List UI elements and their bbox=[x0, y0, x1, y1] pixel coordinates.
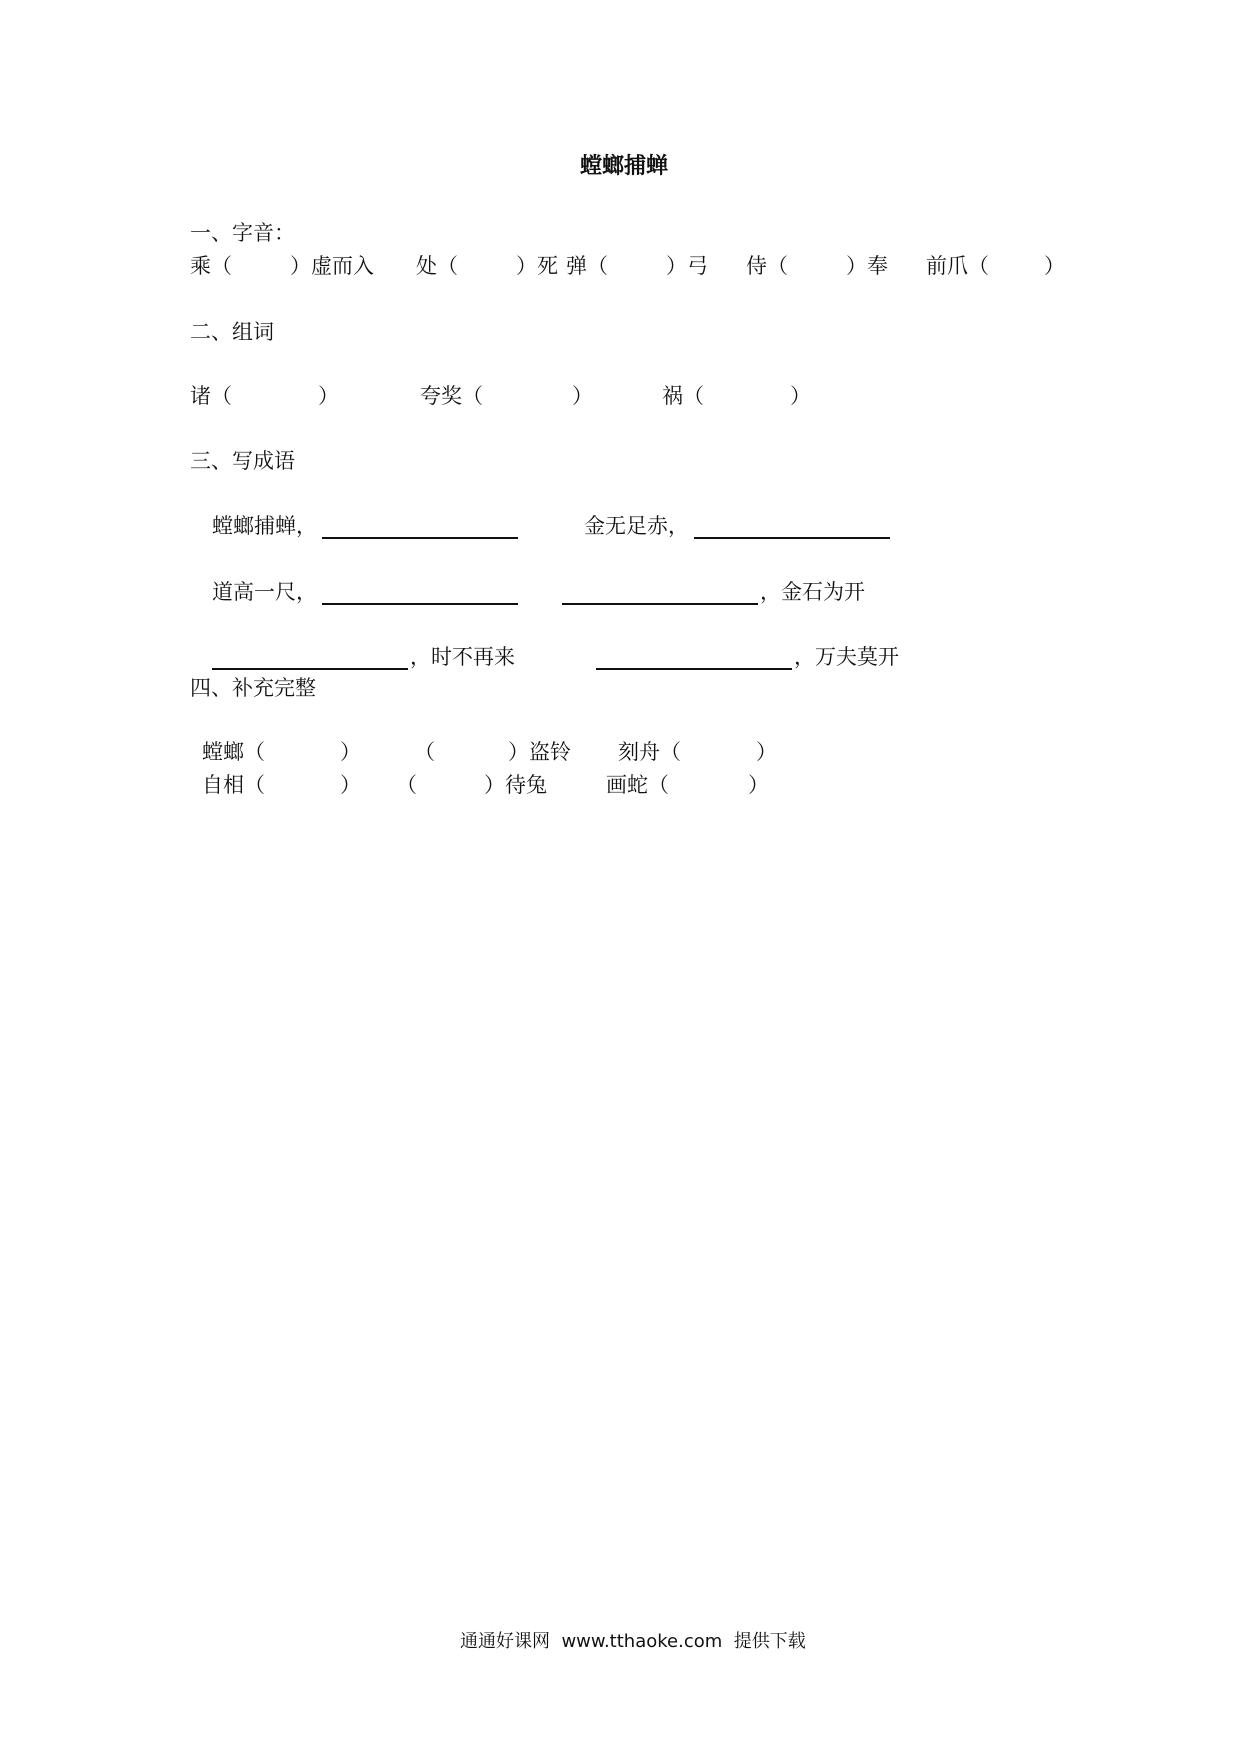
section3-heading: 三、写成语 bbox=[190, 449, 295, 473]
word-item-kuajiang-close: ） bbox=[572, 384, 593, 408]
idiom-text-daogao: 道高一尺， bbox=[212, 580, 317, 604]
pinyin-item-dan-open: 弹（ bbox=[566, 254, 608, 278]
section1-heading: 一、字音： bbox=[190, 221, 295, 245]
complete-item-daitu-close: ）待兔 bbox=[484, 773, 547, 797]
pinyin-item-chu-open: 处（ bbox=[416, 254, 458, 278]
complete-item-kezhou-close: ） bbox=[756, 740, 777, 764]
word-item-huo-open: 祸（ bbox=[662, 384, 704, 408]
complete-item-daoling-close: ）盗铃 bbox=[508, 740, 571, 764]
complete-item-zixiang-close: ） bbox=[340, 773, 361, 797]
word-item-kuajiang-open: 夸奖（ bbox=[420, 384, 483, 408]
pinyin-item-chu-close: ）死 bbox=[516, 254, 558, 278]
complete-item-tanglang-open: 螳螂（ bbox=[202, 740, 265, 764]
pinyin-item-zhua-open: 前爪（ bbox=[926, 254, 989, 278]
pinyin-item-cheng-close: ）虚而入 bbox=[290, 254, 374, 278]
complete-item-daoling-open: （ bbox=[414, 740, 435, 764]
idiom-blank-tanglang bbox=[322, 537, 518, 539]
idiom-text-jinwu: 金无足赤， bbox=[584, 514, 689, 538]
idiom-text-tanglang: 螳螂捕蝉， bbox=[212, 514, 317, 538]
complete-item-huashe-close: ） bbox=[748, 773, 769, 797]
page-title: 螳螂捕蝉 bbox=[580, 154, 669, 179]
complete-item-daitu-open: （ bbox=[396, 773, 417, 797]
word-item-zhu-open: 诸（ bbox=[190, 384, 232, 408]
pinyin-item-zhua-close: ） bbox=[1044, 254, 1065, 278]
idiom-text-jinshi: ，金石为开 bbox=[760, 580, 865, 604]
word-item-huo-close: ） bbox=[790, 384, 811, 408]
footer-text: 通通好课网 www.tthaoke.com 提供下载 bbox=[460, 1631, 806, 1652]
complete-item-kezhou-open: 刻舟（ bbox=[618, 740, 681, 764]
idiom-text-shibu: ，时不再来 bbox=[410, 645, 515, 669]
complete-item-tanglang-close: ） bbox=[340, 740, 361, 764]
idiom-blank-daogao bbox=[322, 603, 518, 605]
pinyin-item-shi-close: ）奉 bbox=[846, 254, 888, 278]
word-item-zhu-close: ） bbox=[318, 384, 339, 408]
complete-item-huashe-open: 画蛇（ bbox=[606, 773, 669, 797]
idiom-blank-jinwu bbox=[694, 537, 890, 539]
idiom-text-wanfu: ，万夫莫开 bbox=[794, 645, 899, 669]
section2-heading: 二、组词 bbox=[190, 320, 274, 344]
pinyin-item-cheng-open: 乘（ bbox=[190, 254, 232, 278]
idiom-blank-jinshi bbox=[562, 603, 758, 605]
section4-heading: 四、补充完整 bbox=[190, 676, 316, 700]
pinyin-item-dan-close: ）弓 bbox=[666, 254, 708, 278]
complete-item-zixiang-open: 自相（ bbox=[202, 773, 265, 797]
pinyin-item-shi-open: 侍（ bbox=[746, 254, 788, 278]
idiom-blank-shibu bbox=[212, 668, 408, 670]
idiom-blank-wanfu bbox=[596, 668, 792, 670]
